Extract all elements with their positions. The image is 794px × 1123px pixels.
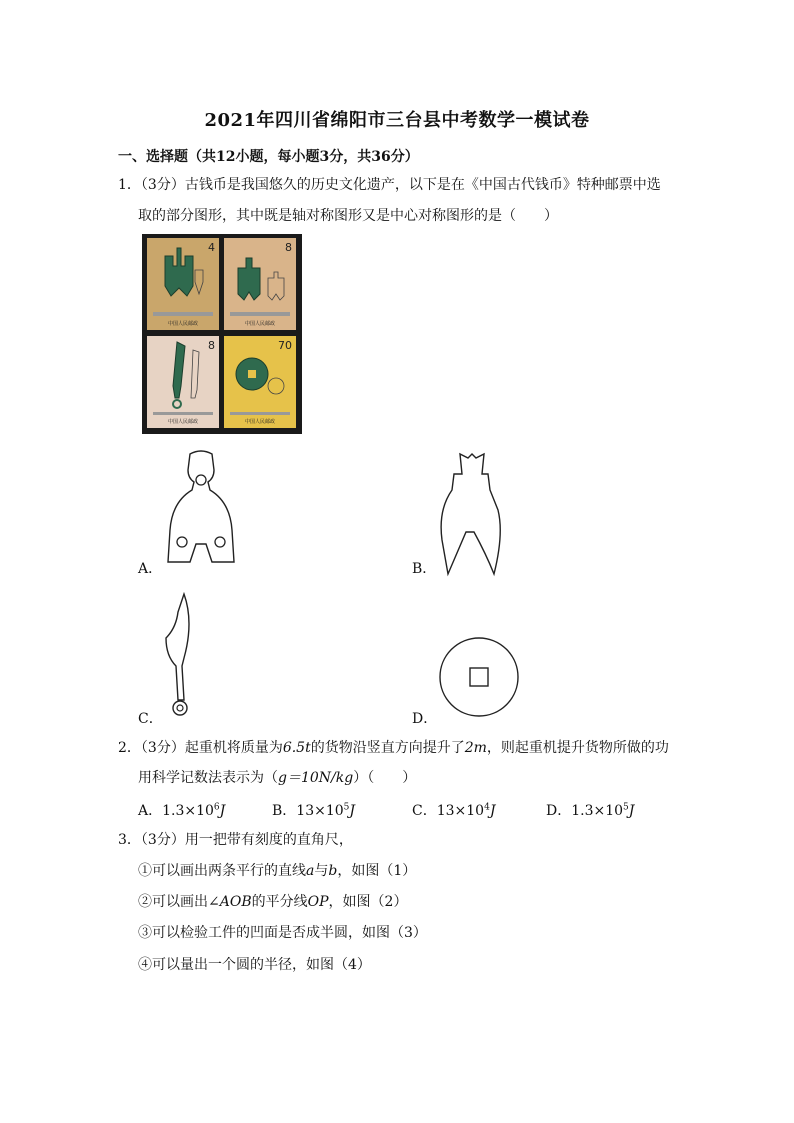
q1-stem-line1: 1．（3分）古钱币是我国悠久的历史文化遗产，以下是在《中国古代钱币》特种邮票中选 <box>118 177 661 193</box>
section-heading: 一、选择题（共12小题，每小题3分，共36分） <box>118 149 419 165</box>
q2-stem-line2: 用科学记数法表示为（g＝10N/kg）（ ） <box>138 770 417 786</box>
stamp-value: 4 <box>208 241 215 254</box>
q2-option-c: C．$13\times 10^4J$ <box>412 802 496 819</box>
option-b-figure <box>432 450 512 580</box>
stamp-square-foot-coin <box>224 238 296 330</box>
stamp-footer: 中国人民邮政 <box>244 321 275 327</box>
stamp-collage-image <box>142 234 302 434</box>
q2-option-a: A．$1.3\times 10^6J$ <box>138 802 226 819</box>
stamp-footer: 中国人民邮政 <box>244 419 275 425</box>
q3-statement-3: ③可以检验工件的凹面是否成半圆，如图（3） <box>138 925 427 941</box>
q2-option-b: B．$13\times 10^5J$ <box>272 802 356 819</box>
stamp-value: 70 <box>278 339 292 352</box>
stamp-spade-coin <box>147 238 219 330</box>
stamp-knife-coin <box>147 336 219 428</box>
option-c-figure <box>160 592 210 722</box>
option-c-label: C． <box>138 711 163 727</box>
page-title: 2021年四川省绵阳市三台县中考数学一模试卷 <box>204 110 590 131</box>
q3-statement-2: ②可以画出∠AOB的平分线OP，如图（2） <box>138 894 408 910</box>
stamp-value: 8 <box>208 339 215 352</box>
q2-option-d: D．$1.3\times 10^5J$ <box>546 802 635 819</box>
option-b-label: B． <box>412 561 437 577</box>
option-a-figure <box>160 450 242 570</box>
option-a-label: A． <box>138 561 163 577</box>
stamp-footer: 中国人民邮政 <box>167 419 198 425</box>
q3-statement-4: ④可以量出一个圆的半径，如图（4） <box>138 957 371 973</box>
q1-stem-line2: 取的部分图形，其中既是轴对称图形又是中心对称图形的是（ ） <box>138 208 558 224</box>
q2-stem-line1: 2．（3分）起重机将质量为6.5t的货物沿竖直方向提升了2m，则起重机提升货物所做的功 <box>118 740 669 756</box>
option-d-figure <box>438 636 520 718</box>
stamp-round-coin <box>224 336 296 428</box>
stamp-value: 8 <box>285 241 292 254</box>
q3-stem: 3．（3分）用一把带有刻度的直角尺， <box>118 832 353 848</box>
q3-statement-1: ①可以画出两条平行的直线a与b，如图（1） <box>138 863 417 879</box>
stamp-footer: 中国人民邮政 <box>167 321 198 327</box>
option-d-label: D． <box>412 711 438 727</box>
